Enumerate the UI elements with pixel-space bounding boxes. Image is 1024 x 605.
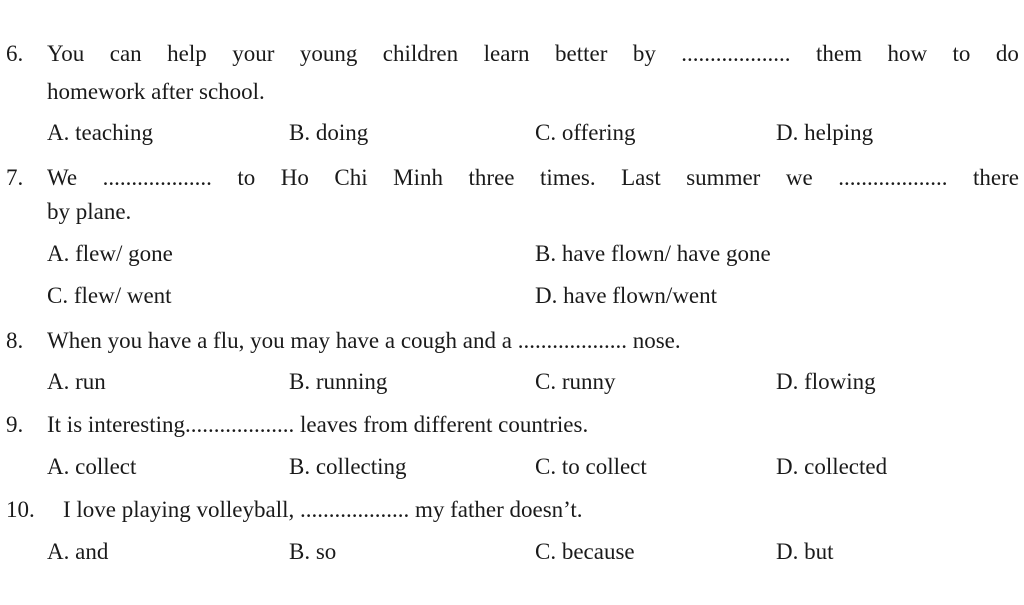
question-text: It is interesting................... leaves from different countries. [47,412,589,437]
word: do [995,41,1019,66]
option-d: D. collected [776,454,888,479]
question-6-line-1 [47,40,1019,68]
word: can [109,41,142,66]
word: better [555,41,608,66]
word: Chi [334,165,368,190]
option-a: A. flew/ gone [47,241,173,266]
answer-blank: ................... [102,165,212,190]
word: young [299,41,358,66]
option-a: A. teaching [47,120,154,145]
option-a: A. run [47,369,106,394]
question-number: 10. [6,497,35,522]
option-b: B. doing [289,120,369,145]
word: by [632,41,656,66]
word: children [382,41,459,66]
option-b: B. have flown/ have gone [535,241,771,266]
answer-blank: ................... [681,41,791,66]
option-d: D. flowing [776,369,876,394]
word: learn [483,41,530,66]
option-c: C. runny [535,369,616,394]
option-b: B. collecting [289,454,407,479]
word: to [237,165,256,190]
word: We [47,165,78,190]
word: You [47,41,85,66]
word: we [785,165,813,190]
question-7-line-2: by plane. [47,199,132,224]
word: Ho [280,165,309,190]
option-a: A. collect [47,454,137,479]
word: times. [540,165,596,190]
question-7-line-1 [47,164,1019,192]
word: summer [686,165,761,190]
word: your [232,41,275,66]
word: Minh [393,165,443,190]
option-b: B. so [289,539,337,564]
word: how [887,41,928,66]
option-c: C. because [535,539,635,564]
option-a: A. and [47,539,109,564]
word: there [972,165,1019,190]
question-number: 9. [6,412,24,437]
option-c: C. to collect [535,454,647,479]
question-text: I love playing volleyball, ................... my father doesn’t. [63,497,583,522]
question-text: When you have a flu, you may have a cough and a ................... nose. [47,328,681,353]
question-number: 6. [6,41,24,66]
option-d: D. helping [776,120,874,145]
option-c: C. flew/ went [47,283,172,308]
answer-blank: ................... [838,165,948,190]
option-d: D. have flown/went [535,283,718,308]
word: them [815,41,862,66]
question-number: 7. [6,165,24,190]
question-6-line-2: homework after school. [47,79,265,104]
word: three [468,165,515,190]
option-b: B. running [289,369,388,394]
word: Last [621,165,661,190]
option-c: C. offering [535,120,636,145]
option-d: D. but [776,539,834,564]
word: help [167,41,207,66]
question-number: 8. [6,328,24,353]
word: to [952,41,971,66]
